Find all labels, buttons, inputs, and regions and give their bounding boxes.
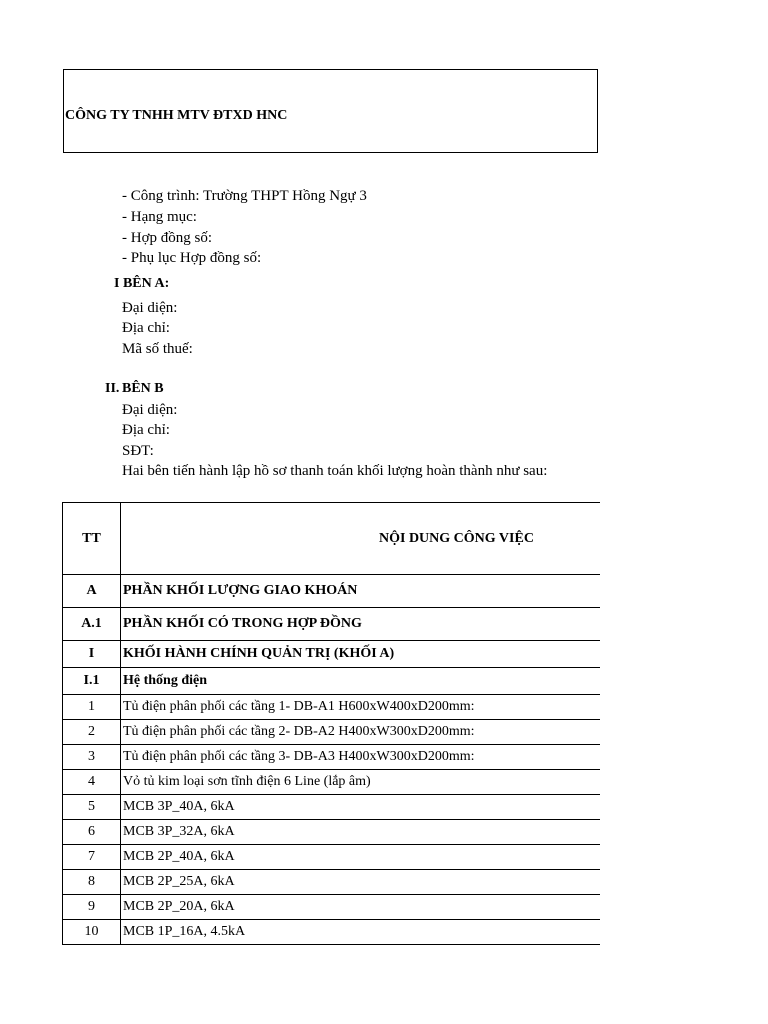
row-tt: A.1 <box>63 608 121 641</box>
table-header-row <box>63 503 600 575</box>
row-tt: 3 <box>63 745 121 770</box>
row-tt: 6 <box>63 820 121 845</box>
company-header-box <box>63 69 598 153</box>
party-b-representative: Đại diện: <box>122 402 178 418</box>
row-content: Hệ thống điện <box>121 668 600 695</box>
row-content: Tủ điện phân phối các tầng 2- DB-A2 H400xW300xD200mm: <box>121 720 600 745</box>
table-row <box>63 770 600 795</box>
table-row <box>63 870 600 895</box>
row-content: PHẦN KHỐI CÓ TRONG HỢP ĐỒNG <box>121 608 600 641</box>
table-row <box>63 720 600 745</box>
table-row <box>63 641 600 668</box>
table-row <box>63 795 600 820</box>
row-content: Vỏ tủ kim loại sơn tĩnh điện 6 Line (lắp âm) <box>121 770 600 795</box>
row-content: PHẦN KHỐI LƯỢNG GIAO KHOÁN <box>121 575 600 608</box>
party-b-heading: BÊN B <box>122 381 164 396</box>
table-row <box>63 608 600 641</box>
row-tt: 5 <box>63 795 121 820</box>
party-a-representative: Đại diện: <box>122 300 178 316</box>
table-body <box>63 575 600 945</box>
header-tt: TT <box>63 503 121 575</box>
table-row <box>63 668 600 695</box>
party-b-phone: SĐT: <box>122 443 154 459</box>
row-content: KHỐI HÀNH CHÍNH QUẢN TRỊ (KHỐI A) <box>121 641 600 668</box>
row-tt: A <box>63 575 121 608</box>
party-a-address: Địa chỉ: <box>122 320 170 336</box>
contract-number: - Hợp đồng số: <box>122 230 213 246</box>
row-content: Tủ điện phân phối các tầng 3- DB-A3 H400xW300xD200mm: <box>121 745 600 770</box>
table-row <box>63 845 600 870</box>
table-row <box>63 820 600 845</box>
payment-statement: Hai bên tiến hành lập hồ sơ thanh toán khối lượng hoàn thành như sau: <box>122 463 548 479</box>
party-a-tax-code: Mã số thuế: <box>122 341 193 357</box>
row-tt: I <box>63 641 121 668</box>
row-tt: 7 <box>63 845 121 870</box>
row-content: MCB 1P_16A, 4.5kA <box>121 920 600 945</box>
row-tt: 2 <box>63 720 121 745</box>
company-name: CÔNG TY TNHH MTV ĐTXD HNC <box>65 108 288 123</box>
table-row <box>63 920 600 945</box>
row-tt: 4 <box>63 770 121 795</box>
row-tt: 10 <box>63 920 121 945</box>
row-content: MCB 2P_40A, 6kA <box>121 845 600 870</box>
project-name: - Công trình: Trường THPT Hồng Ngự 3 <box>122 188 367 204</box>
work-volume-table <box>62 502 600 945</box>
row-tt: 9 <box>63 895 121 920</box>
row-content: MCB 2P_20A, 6kA <box>121 895 600 920</box>
row-tt: I.1 <box>63 668 121 695</box>
row-content: MCB 3P_32A, 6kA <box>121 820 600 845</box>
table-row <box>63 745 600 770</box>
row-content: MCB 2P_25A, 6kA <box>121 870 600 895</box>
party-b-heading-number: II. <box>105 381 120 396</box>
party-a-heading: I BÊN A: <box>114 276 170 291</box>
table-row <box>63 695 600 720</box>
table-row <box>63 895 600 920</box>
contract-appendix-number: - Phụ lục Hợp đồng số: <box>122 250 262 266</box>
row-content: Tủ điện phân phối các tầng 1- DB-A1 H600xW400xD200mm: <box>121 695 600 720</box>
row-content: MCB 3P_40A, 6kA <box>121 795 600 820</box>
row-tt: 1 <box>63 695 121 720</box>
party-b-address: Địa chỉ: <box>122 422 170 438</box>
project-category: - Hạng mục: <box>122 209 197 225</box>
table-row <box>63 575 600 608</box>
row-tt: 8 <box>63 870 121 895</box>
header-content: NỘI DUNG CÔNG VIỆC <box>121 503 600 575</box>
